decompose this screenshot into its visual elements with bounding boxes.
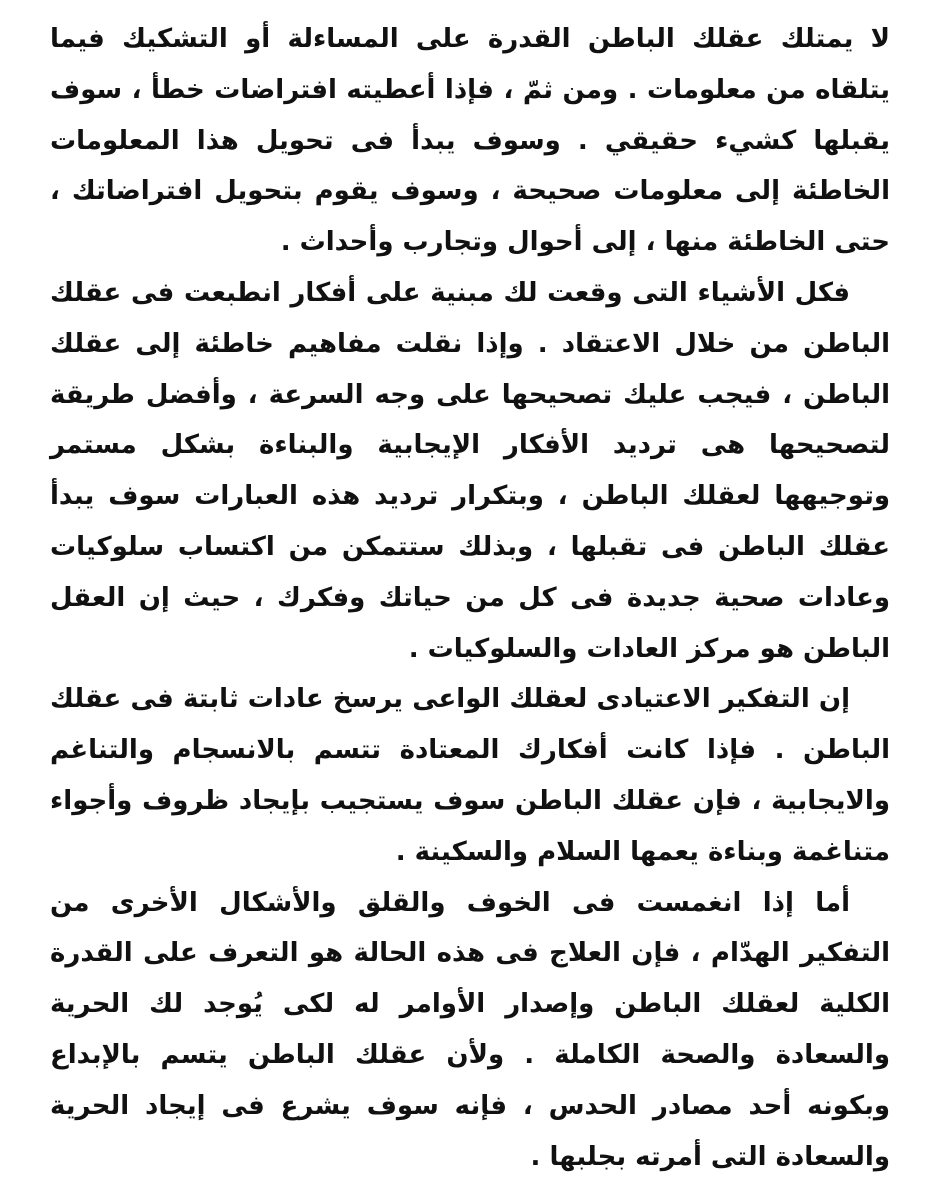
paragraph-1: لا يمتلك عقلك الباطن القدرة على المساءلة أو التشكيك فيما يتلقاه من معلومات . ومن ثمّ ، فإذا أعطيته افتراضات خطأ ، سوف يقبلها كشيء حقيقي . وسوف يبدأ فى تحويل هذا المعلومات الخاطئة إلى معلومات صحيحة ، وسوف يقوم بتحويل افتراضاتك ، حتى الخاطئة منها ، إلى أحوال وتجارب وأحداث . bbox=[50, 24, 890, 258]
paragraph-4: أما إذا انغمست فى الخوف والقلق والأشكال الأخرى من التفكير الهدّام ، فإن العلاج فى هذه الحالة هو التعرف على القدرة الكلية لعقلك الباطن وإصدار الأوامر له لكى يُوجد لك الحرية والسعادة والصحة الكاملة . ولأن عقلك الباطن يتسم بالإبداع وبكونه أحد مصادر الحدس ، فإنه سوف يشرع فى إيجاد الحرية والسعادة التى أمرته بجلبها . bbox=[50, 887, 890, 1172]
paragraph-2: فكل الأشياء التى وقعت لك مبنية على أفكار انطبعت فى عقلك الباطن من خلال الاعتقاد . وإذا نقلت مفاهيم خاطئة إلى عقلك الباطن ، فيجب عليك تصحيحها على وجه السرعة ، وأفضل طريقة لتصحيحها هى ترديد الأفكار الإيجابية والبناءة بشكل مستمر وتوجيهها لعقلك الباطن ، وبتكرار ترديد هذه العبارات سوف يبدأ عقلك الباطن فى تقبلها ، وبذلك ستتمكن من اكتساب سلوكيات وعادات صحية جديدة فى كل من حياتك وفكرك ، حيث إن العقل الباطن هو مركز العادات والسلوكيات . bbox=[50, 277, 890, 664]
paragraph-3: إن التفكير الاعتيادى لعقلك الواعى يرسخ عادات ثابتة فى عقلك الباطن . فإذا كانت أفكارك المعتادة تتسم بالانسجام والتناغم والايجابية ، فإن عقلك الباطن سوف يستجيب بإيجاد ظروف وأجواء متناغمة وبناءة يعمها السلام والسكينة . bbox=[50, 684, 890, 867]
